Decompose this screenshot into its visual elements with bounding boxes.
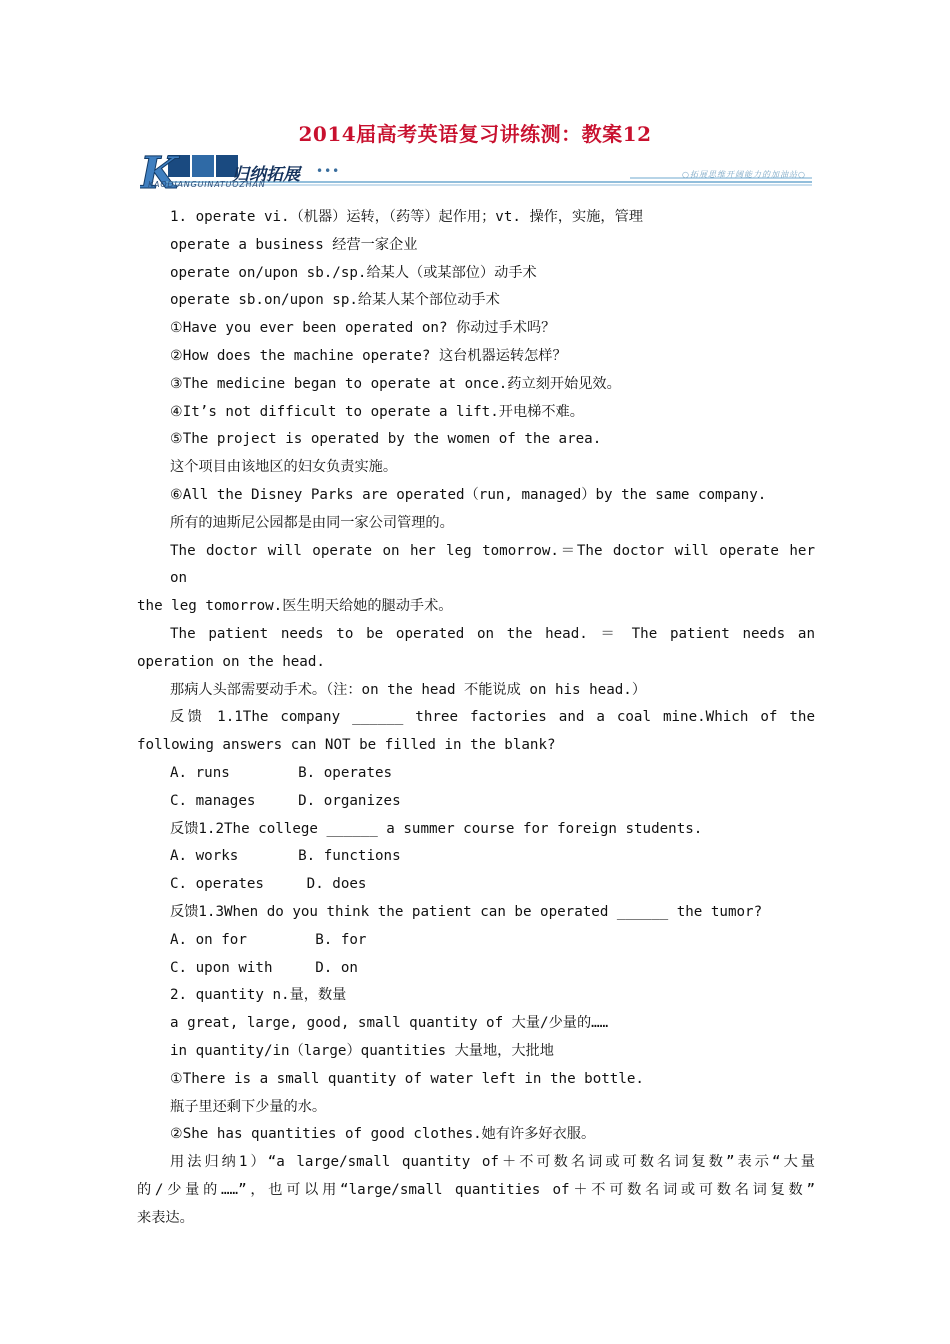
text-line: The patient needs to be operated on the head. ＝ The patient needs an <box>170 625 815 642</box>
text-line: ④It’s not difficult to operate a lift.开电梯不难。 <box>170 403 584 420</box>
banner-subtitle: KAODIANGUINATUOZHAN <box>148 180 266 189</box>
text-line: 用法归纳1）“a large/small quantity of＋不可数名词或可数名词复数”表示“大量 <box>170 1154 815 1171</box>
page-title: 2014届高考英语复习讲练测：教案12 <box>298 122 652 146</box>
text-line: operate a business 经营一家企业 <box>170 236 418 253</box>
text-line: 反馈1.3When do you think the patient can be operated ______ the tumor? <box>170 903 763 920</box>
text-line: the leg tomorrow.医生明天给她的腿动手术。 <box>137 598 453 615</box>
text-line: 所有的迪斯尼公园都是由同一家公司管理的。 <box>170 514 454 531</box>
text-line: operate on/upon sb./sp.给某人（或某部位）动手术 <box>170 264 537 281</box>
text-line: 反馈1.2The college ______ a summer course for foreign students. <box>170 820 703 837</box>
option-line: C. manages D. organizes <box>170 792 401 809</box>
banner-tagline: ○拓展思维开阔能力的加油站○ <box>682 170 806 179</box>
option-line: C. operates D. does <box>170 876 367 893</box>
text-line: ①Have you ever been operated on? 你动过手术吗？ <box>170 320 556 337</box>
text-line: ②She has quantities of good clothes.她有许多好衣服。 <box>170 1126 596 1143</box>
text-line: ①There is a small quantity of water left in the bottle. <box>170 1070 644 1087</box>
text-line: following answers can NOT be filled in the blank? <box>137 737 556 754</box>
option-line: A. works B. functions <box>170 848 401 865</box>
text-line: a great, large, good, small quantity of 大量/少量的…… <box>170 1015 609 1032</box>
text-line: 2. quantity n.量，数量 <box>170 987 347 1004</box>
banner-dots: ••• <box>316 164 341 178</box>
text-line: ⑤The project is operated by the women of the area. <box>170 431 602 448</box>
document-body <box>137 204 815 1232</box>
section-banner <box>140 152 812 194</box>
text-line: ⑥All the Disney Parks are operated（run, managed）by the same company. <box>170 486 767 503</box>
text-line: 来表达。 <box>137 1209 194 1226</box>
option-line: C. upon with D. on <box>170 959 358 976</box>
text-line: ②How does the machine operate? 这台机器运转怎样？ <box>170 347 567 364</box>
text-line: 的/少量的……”，也可以用“large/small quantities of＋不可数名词或可数名词复数” <box>137 1181 815 1198</box>
text-line: operation on the head. <box>137 653 325 670</box>
svg-text:K: K <box>140 152 179 194</box>
text-line: in quantity/in（large）quantities 大量地，大批地 <box>170 1042 554 1059</box>
text-line: operate sb.on/upon sp.给某人某个部位动手术 <box>170 292 500 309</box>
text-line: 这个项目由该地区的妇女负责实施。 <box>170 459 398 476</box>
text-line: The doctor will operate on her leg tomorrow.＝The doctor will operate her on <box>170 542 815 587</box>
text-line: 反馈 1.1The company ______ three factories and a coal mine.Which of the <box>170 709 815 726</box>
option-line: A. on for B. for <box>170 931 367 948</box>
text-line: 1. operate vi.（机器）运转，（药等）起作用；vt. 操作，实施，管理 <box>170 209 643 225</box>
text-line: 那病人头部需要动手术。（注：on the head 不能说成 on his head.） <box>170 681 647 698</box>
banner-label: 归纳拓展 <box>232 165 300 185</box>
text-line: ③The medicine began to operate at once.药立刻开始见效。 <box>170 375 621 392</box>
option-line: A. runs B. operates <box>170 764 393 781</box>
text-line: 瓶子里还剩下少量的水。 <box>170 1098 327 1115</box>
